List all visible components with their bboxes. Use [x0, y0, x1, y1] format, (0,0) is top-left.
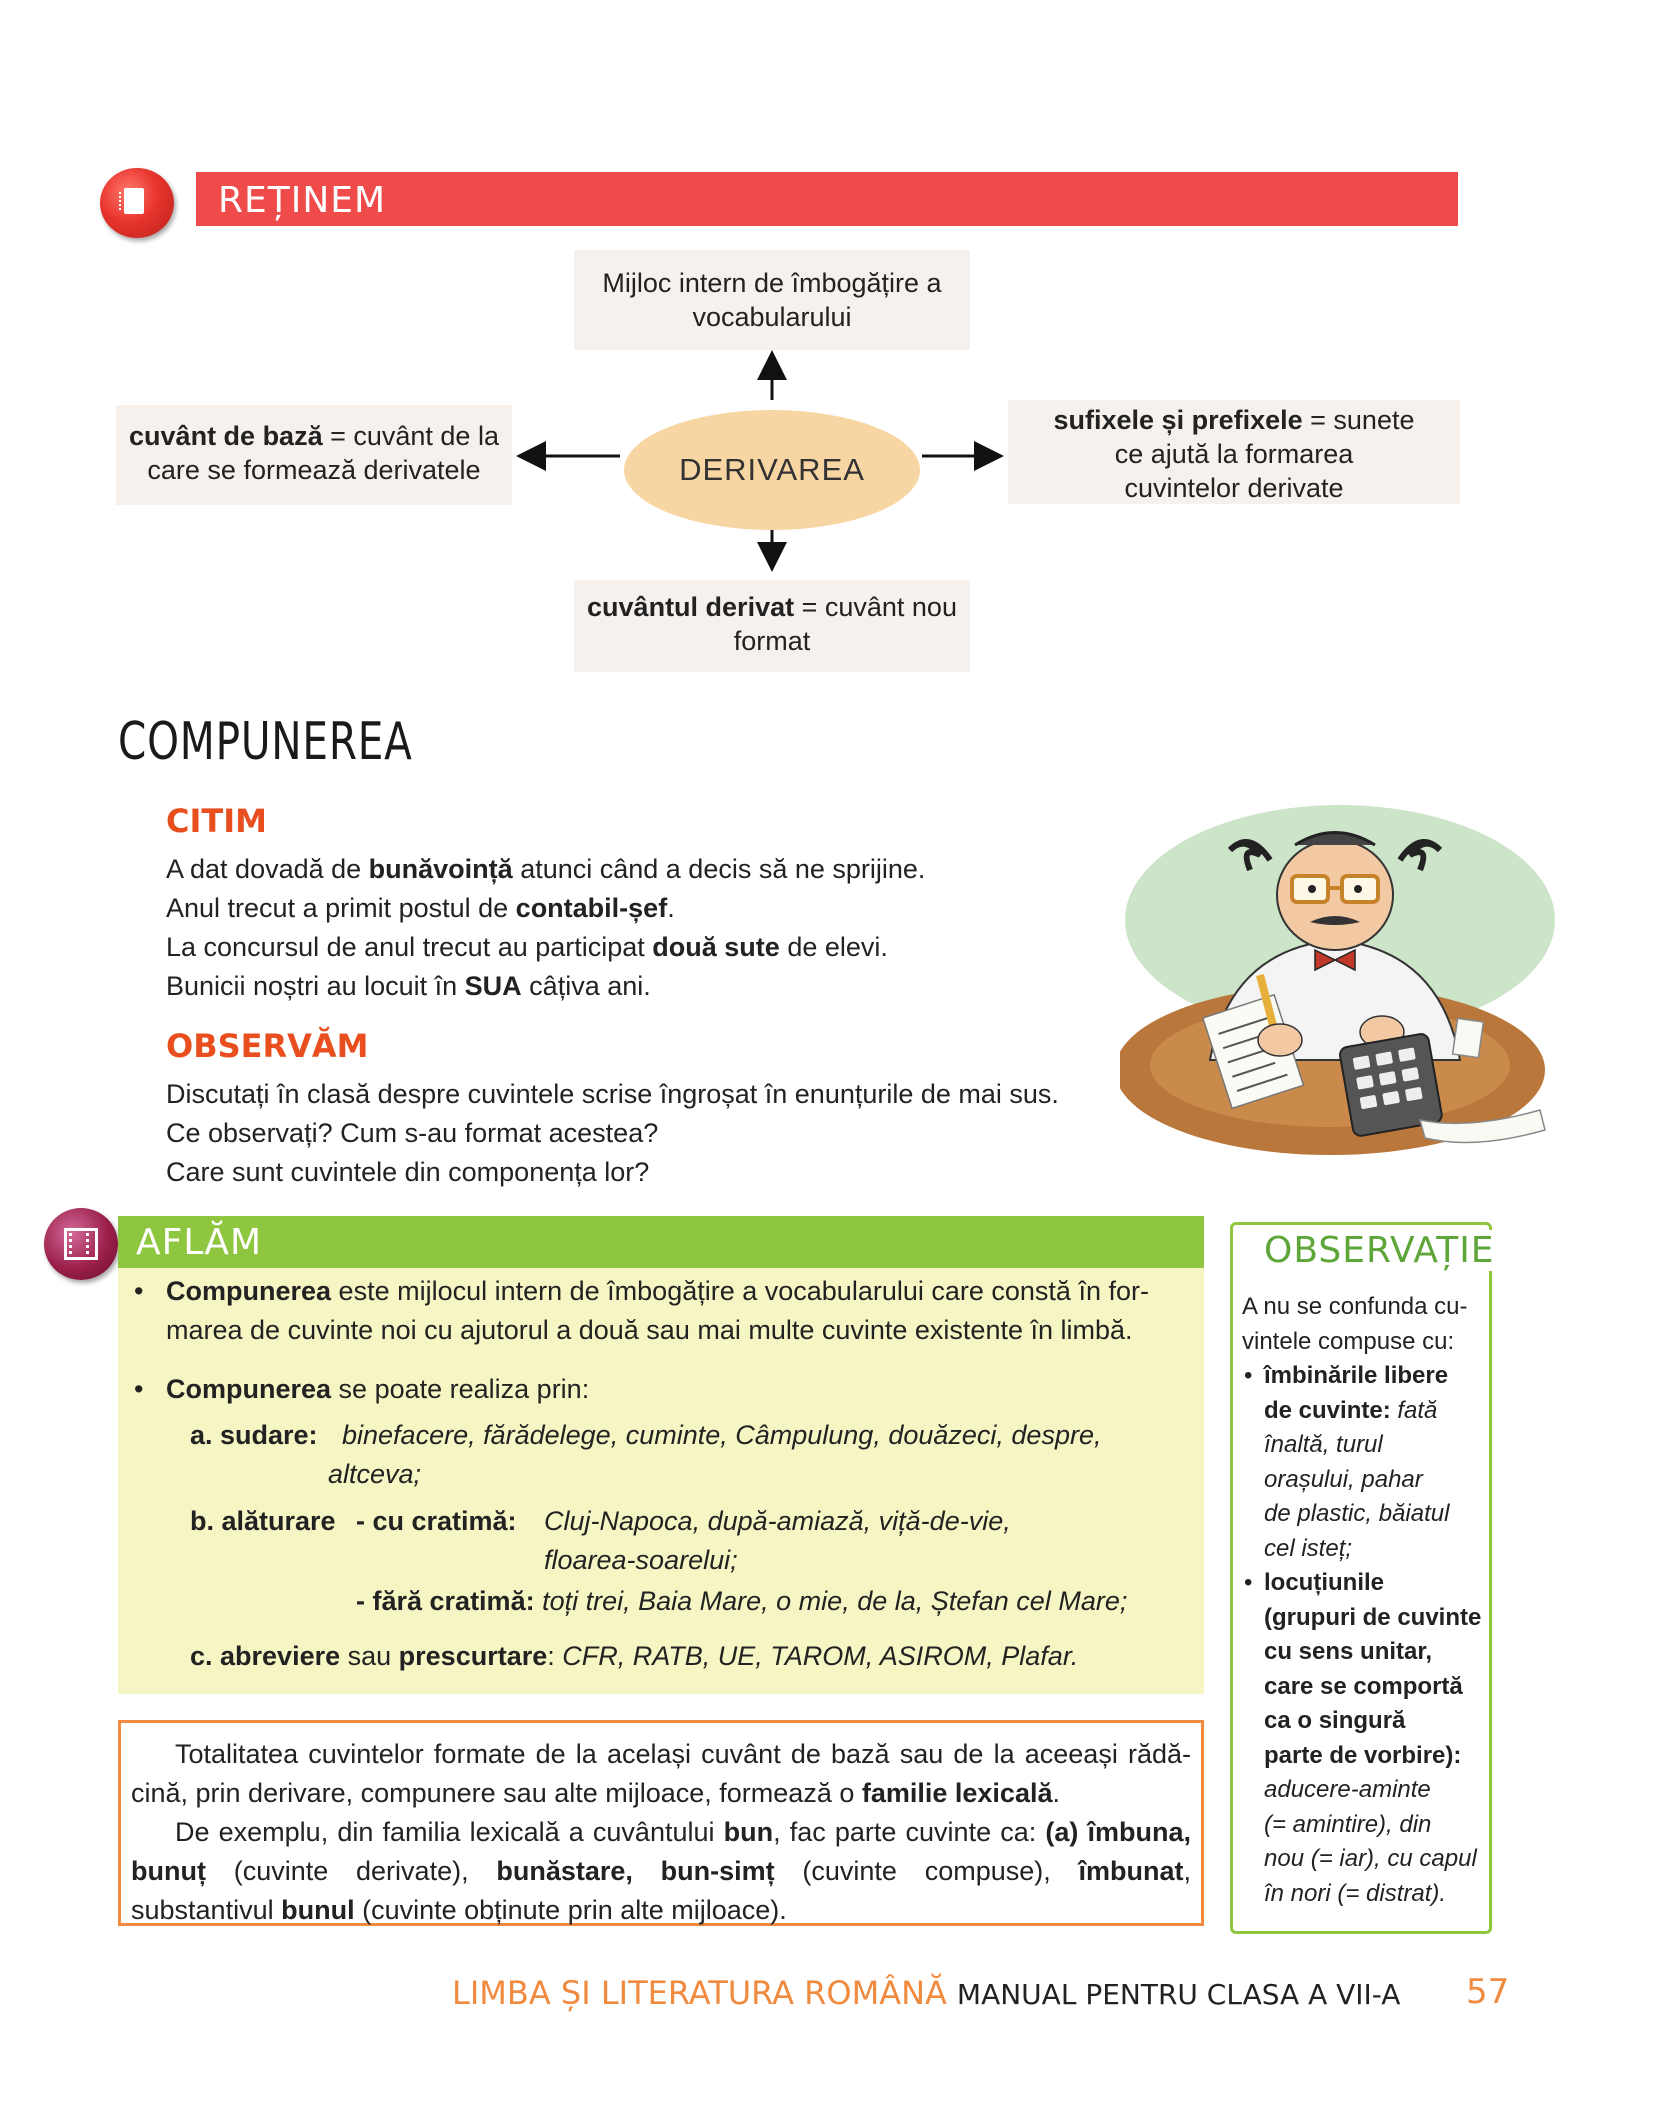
observatie-title: OBSERVAȚIE — [1264, 1230, 1495, 1271]
observam-line: Ce observați? Cum s-au format acestea? — [166, 1118, 659, 1148]
citim-line: Anul trecut a primit postul de contabil-șef. — [166, 893, 675, 923]
method-a-label: a. sudare: — [190, 1420, 318, 1450]
method-a-examples: binefacere, fărădelege, cuminte, Câmpulung, douăzeci, despre, — [342, 1420, 1102, 1450]
citim-line: Bunicii noștri au locuit în SUA câțiva ani. — [166, 971, 651, 1001]
citim-line: A dat dovadă de bunăvoință atunci când a decis să ne sprijine. — [166, 854, 926, 884]
accountant-illustration — [1120, 800, 1560, 1170]
familie-paragraph-2: De exemplu, din familia lexicală a cuvântului bun, fac parte cuvinte ca: (a) îmbuna, bunuț (cuvinte derivate), bunăstare, bun-simț (cuvinte compuse), îmbunat, substantivul bunul (cuvinte obținute prin alte mijloace). — [131, 1817, 1192, 1925]
diagram-center-derivarea: DERIVAREA — [624, 410, 920, 530]
method-b-examples-hyphen-cont: floarea-soarelui; — [544, 1545, 738, 1575]
method-b-label: b. alăturare — [190, 1506, 336, 1536]
observatie-text: A nu se confunda cu- vintele compuse cu: • îmbinările libere de cuvinte: fată înaltă, turul orașului, pahar de plastic, băiatul cel isteț; • locuțiunile (grupuri de cuvinte cu sens unitar, care se comportă ca o singură parte de vorbire): aducere-aminte (= amintire), din nou (= iar), cu capul în nori (= distrat). — [1242, 1293, 1482, 1907]
citim-line: La concursul de anul trecut au participat două sute de elevi. — [166, 932, 888, 962]
method-a-examples-cont: altceva; — [328, 1459, 422, 1489]
diagram-box-left: cuvânt de bază = cuvânt de la care se formează derivatele — [116, 405, 512, 505]
footer — [452, 1974, 1400, 2012]
diagram-box-bottom: cuvântul derivat = cuvânt nou format — [574, 580, 970, 672]
citim-title: CITIM — [166, 802, 267, 840]
observam-lines — [166, 1075, 1059, 1192]
bullet-icon: • — [134, 1276, 144, 1306]
bullet-icon: • — [1244, 1569, 1253, 1596]
bullet-icon: • — [1244, 1362, 1253, 1389]
footer-subject: LIMBA ȘI LITERATURA ROMÂNĂ — [452, 1974, 947, 2012]
aflam-title: AFLĂM — [136, 1222, 263, 1263]
observam-line: Care sunt cuvintele din componența lor? — [166, 1157, 650, 1187]
familie-paragraph-1: Totalitatea cuvintelor formate de la același cuvânt de bază sau de la aceeași rădă-cină, prin derivare, compunere sau alte mijloace, formează o familie lexicală. — [131, 1739, 1191, 1808]
familie-lexicala-box — [118, 1720, 1204, 1926]
retinem-title: REȚINEM — [218, 180, 387, 221]
footer-book: MANUAL PENTRU CLASA A VII-A — [956, 1978, 1401, 2011]
aflam-bullet-definition: • Compunerea este mijlocul intern de îmbogățire a vocabularului care constă în for- marea de cuvinte noi cu ajutorul a două sau mai multe cuvinte existente în limbă. — [134, 1272, 1194, 1350]
film-icon — [44, 1208, 118, 1280]
diagram-box-top: Mijloc intern de îmbogățire a vocabularului — [574, 250, 970, 350]
method-b-sub-nohyphen: - fără cratimă: toți trei, Baia Mare, o mie, de la, Ștefan cel Mare; — [356, 1586, 1128, 1616]
diagram-box-right: sufixele și prefixele = sunete ce ajută la formarea cuvintelor derivate — [1008, 400, 1460, 504]
method-c: c. abreviere sau prescurtare: CFR, RATB, UE, TAROM, ASIROM, Plafar. — [190, 1641, 1079, 1671]
section-title: COMPUNEREA — [118, 712, 413, 772]
bullet-icon: • — [134, 1374, 144, 1404]
observam-line: Discutați în clasă despre cuvintele scrise îngroșat în enunțurile de mai sus. — [166, 1079, 1059, 1109]
aflam-header-bar — [118, 1216, 1204, 1268]
method-b-sub-hyphen: - cu cratimă: — [356, 1506, 517, 1536]
aflam-bullet-methods: • Compunerea se poate realiza prin: — [134, 1370, 1194, 1409]
page-number: 57 — [1466, 1972, 1510, 2012]
method-b-examples-hyphen: Cluj-Napoca, după-amiază, viță-de-vie, — [544, 1506, 1011, 1536]
citim-lines — [166, 850, 925, 1006]
observam-title: OBSERVĂM — [166, 1027, 369, 1065]
